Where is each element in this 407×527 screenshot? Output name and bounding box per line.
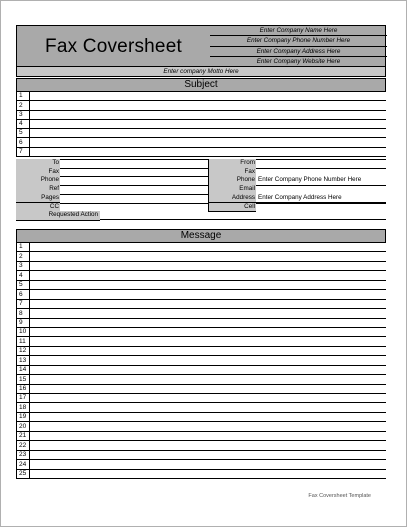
line-number: 23 (19, 451, 27, 459)
line-number: 3 (19, 110, 23, 118)
label-cell: Cell (208, 203, 256, 213)
line-divider (29, 413, 30, 421)
line-number: 1 (19, 92, 23, 100)
line-number: 3 (19, 262, 23, 270)
line-divider (29, 356, 30, 364)
line-number: 2 (19, 252, 23, 260)
message-line[interactable] (17, 252, 386, 261)
company-phone-field[interactable]: Enter Company Phone Number Here (210, 36, 387, 46)
message-heading: Message (16, 229, 386, 243)
email-field[interactable] (256, 185, 386, 186)
message-lines (16, 243, 386, 479)
line-divider (29, 366, 30, 374)
subject-line[interactable] (17, 111, 386, 120)
line-divider (29, 451, 30, 459)
line-divider (29, 460, 30, 468)
message-line[interactable] (17, 328, 386, 337)
requested-action-label: Requested Action (16, 211, 100, 221)
message-line[interactable] (17, 319, 386, 328)
pages-field[interactable] (60, 194, 208, 195)
message-line[interactable] (17, 281, 386, 290)
subject-lines (16, 92, 386, 157)
message-line[interactable] (17, 470, 386, 479)
label-fax: Fax (208, 168, 256, 178)
line-number: 7 (19, 300, 23, 308)
subject-line[interactable] (17, 101, 386, 110)
phone-field[interactable]: Enter Company Phone Number Here (256, 176, 386, 186)
line-divider (29, 262, 30, 270)
message-line[interactable] (17, 375, 386, 384)
line-divider (29, 120, 30, 128)
line-number: 21 (19, 432, 27, 440)
line-number: 24 (19, 460, 27, 468)
line-number: 16 (19, 385, 27, 392)
line-number: 5 (19, 129, 23, 137)
message-line[interactable] (17, 432, 386, 441)
line-number: 6 (19, 290, 23, 298)
from-field[interactable] (256, 159, 386, 160)
cell-field[interactable] (256, 203, 386, 204)
line-number: 15 (19, 375, 27, 383)
line-number: 4 (19, 120, 23, 128)
line-number: 22 (19, 441, 27, 449)
line-divider (29, 394, 30, 402)
message-line[interactable] (17, 347, 386, 356)
page-title: Fax Coversheet (45, 36, 182, 57)
message-line[interactable] (17, 451, 386, 460)
line-divider (29, 148, 30, 156)
line-divider (29, 432, 30, 440)
footer-text: Fax Coversheet Template (308, 493, 371, 499)
subject-line[interactable] (17, 129, 386, 138)
line-number: 9 (19, 318, 23, 326)
line-number: 13 (19, 356, 27, 364)
line-number: 8 (19, 309, 23, 317)
message-line[interactable] (17, 422, 386, 431)
message-line[interactable] (17, 243, 386, 252)
message-line[interactable] (17, 271, 386, 280)
line-number: 17 (19, 394, 27, 402)
line-number: 10 (19, 328, 27, 336)
line-divider (29, 138, 30, 146)
message-line[interactable] (17, 356, 386, 365)
line-divider (29, 347, 30, 355)
line-divider (29, 252, 30, 260)
line-divider (29, 101, 30, 109)
message-line[interactable] (17, 460, 386, 469)
header-block (16, 25, 386, 67)
company-motto-field[interactable]: Enter company Motto Here (16, 67, 386, 77)
line-divider (29, 243, 30, 251)
to-field[interactable] (60, 159, 208, 160)
line-divider (29, 111, 30, 119)
contact-info-grid (16, 159, 386, 226)
company-website-field[interactable]: Enter Company Website Here (256, 57, 341, 65)
company-name-field[interactable]: Enter Company Name Here (210, 26, 387, 36)
line-divider (29, 290, 30, 298)
label-phone: Phone (16, 176, 60, 186)
requested-action-field[interactable] (100, 211, 386, 220)
line-divider (29, 281, 30, 289)
message-line[interactable] (17, 309, 386, 318)
message-line[interactable] (17, 441, 386, 450)
phone-field[interactable] (60, 176, 208, 177)
line-number: 12 (19, 347, 27, 355)
label-ref: Ref (16, 185, 60, 195)
line-divider (29, 328, 30, 336)
label-to: To (16, 159, 60, 169)
line-divider (29, 129, 30, 137)
line-number: 7 (19, 148, 23, 156)
message-line[interactable] (17, 403, 386, 412)
line-number: 18 (19, 403, 27, 411)
line-divider (29, 403, 30, 411)
message-line[interactable] (17, 300, 386, 309)
line-number: 25 (19, 469, 27, 477)
subject-heading: Subject (16, 78, 386, 92)
line-divider (29, 337, 30, 345)
line-divider (29, 300, 30, 308)
line-number: 4 (19, 271, 23, 279)
message-line[interactable] (17, 385, 386, 394)
address-field[interactable]: Enter Company Address Here (256, 194, 386, 204)
line-number: 19 (19, 413, 27, 421)
company-address-field[interactable]: Enter Company Address Here (210, 47, 387, 57)
label-fax: Fax (16, 168, 60, 178)
line-divider (29, 422, 30, 430)
label-from: From (208, 159, 256, 169)
label-email: Email (208, 185, 256, 195)
line-number: 6 (19, 138, 23, 146)
cc-field[interactable] (60, 203, 208, 204)
subject-line[interactable] (17, 148, 386, 157)
fax-field[interactable] (60, 168, 208, 169)
line-divider (29, 385, 30, 393)
label-cc: CC (16, 203, 60, 213)
message-line[interactable] (17, 290, 386, 299)
message-line[interactable] (17, 366, 386, 375)
line-divider (29, 441, 30, 449)
line-divider (29, 375, 30, 383)
line-divider (29, 319, 30, 327)
subject-line[interactable] (17, 120, 386, 129)
subject-line[interactable] (17, 92, 386, 101)
label-phone: Phone (208, 176, 256, 186)
label-pages: Pages (16, 194, 60, 204)
label-address: Address (208, 194, 256, 204)
message-line[interactable] (17, 337, 386, 346)
line-number: 20 (19, 422, 27, 430)
line-divider (29, 470, 30, 478)
line-number: 14 (19, 366, 27, 374)
subject-line[interactable] (17, 138, 386, 147)
fax-field[interactable] (256, 168, 386, 169)
line-number: 5 (19, 281, 23, 289)
company-info-box (210, 26, 387, 68)
line-number: 2 (19, 101, 23, 109)
line-number: 1 (19, 243, 23, 251)
line-number: 11 (19, 337, 26, 345)
ref-field[interactable] (60, 185, 208, 186)
line-divider (29, 271, 30, 279)
message-line[interactable] (17, 413, 386, 422)
message-line[interactable] (17, 262, 386, 271)
line-divider (29, 92, 30, 100)
message-line[interactable] (17, 394, 386, 403)
line-divider (29, 309, 30, 317)
